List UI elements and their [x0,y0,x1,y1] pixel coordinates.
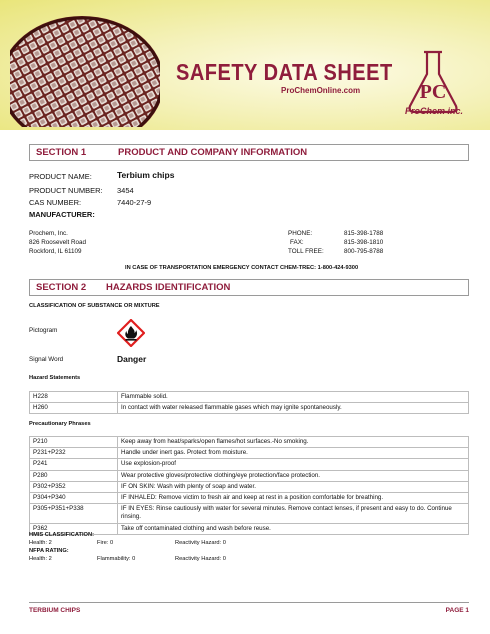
emergency-contact: IN CASE OF TRANSPORTATION EMERGENCY CONTACT CHEM-TREC: 1-800-424-9300 [125,265,359,271]
table-row [30,403,469,414]
hazard-text: Flammable solid. [118,392,469,403]
table-row [30,459,469,470]
precaution-text: Keep away from heat/sparks/open flames/hot surfaces.-No smoking. [118,437,469,448]
pictogram-label: Pictogram [29,327,58,334]
table-row [30,437,469,448]
fax-label: FAX: [290,239,304,246]
fax-value: 815-398-1810 [344,239,384,246]
tollfree-label: TOLL FREE: [288,248,324,255]
precaution-text: Use explosion-proof [118,459,469,470]
precaution-code: P231+P232 [30,448,118,459]
header-banner [0,0,490,130]
section1-title: PRODUCT AND COMPANY INFORMATION [118,147,308,158]
precaution-text: IF INHALED: Remove victim to fresh air and keep at rest in a position comfortable for breathing. [118,493,469,504]
hazard-text: In contact with water released flammable gases which may ignite spontaneously. [118,403,469,414]
phone-value: 815-398-1788 [344,230,384,237]
terbium-chips-image [10,12,160,127]
hmis-fire: Fire: 0 [97,540,114,546]
hazard-statements-table [29,391,469,414]
flame-pictogram-icon [117,319,145,347]
section2-title: HAZARDS IDENTIFICATION [106,282,231,293]
precaution-text: Handle under inert gas. Protect from moisture. [118,448,469,459]
website-url[interactable]: ProChemOnline.com [281,86,361,95]
precautionary-table [29,436,469,535]
product-name-label: PRODUCT NAME: [29,172,92,181]
table-row [30,481,469,492]
section2-header [29,279,469,296]
product-number-label: PRODUCT NUMBER: [29,186,103,195]
table-row [30,523,469,534]
nfpa-health: Health: 2 [29,556,52,562]
product-name-value: Terbium chips [117,170,175,180]
precaution-text: Take off contaminated clothing and wash before reuse. [118,523,469,534]
signal-word-label: Signal Word [29,356,64,363]
footer-page-number: PAGE 1 [445,607,469,614]
precaution-text: IF ON SKIN: Wash with plenty of soap and water. [118,481,469,492]
manufacturer-label: MANUFACTURER: [29,210,95,219]
precaution-text: Wear protective gloves/protective clothing/eye protection/face protection. [118,470,469,481]
hazard-statements-heading: Hazard Statements [29,375,81,381]
page-footer [29,602,469,615]
precaution-text: IF IN EYES: Rinse cautiously with water for several minutes. Remove contact lenses, if present and easy to do. Continue rinsing. [118,504,469,523]
nfpa-flammability: Flammability: 0 [97,556,136,562]
product-number-value: 3454 [117,186,134,195]
table-row [30,504,469,523]
logo-monogram: PC [419,81,447,103]
precautionary-heading: Precautionary Phrases [29,421,91,427]
nfpa-heading: NFPA RATING: [29,548,69,554]
hmis-reactivity: Reactivity Hazard: 0 [175,540,226,546]
precaution-code: P362 [30,523,118,534]
tollfree-value: 800-795-8788 [344,248,384,255]
cas-label: CAS NUMBER: [29,198,82,207]
section1-number: SECTION 1 [36,147,87,158]
hmis-heading: HMIS CLASSIFICATION: [29,532,94,538]
company-address1: 826 Roosevelt Road [29,239,87,246]
precaution-code: P304+P340 [30,493,118,504]
table-row [30,392,469,403]
precaution-code: P210 [30,437,118,448]
precaution-code: P280 [30,470,118,481]
company-address2: Rockford, IL 61109 [29,248,82,255]
precaution-code: P305+P351+P338 [30,504,118,523]
company-name: Prochem, Inc. [29,230,68,237]
classification-heading: CLASSIFICATION OF SUBSTANCE OR MIXTURE [29,303,160,309]
section2-number: SECTION 2 [36,282,87,293]
cas-value: 7440-27-9 [117,198,152,207]
table-row [30,470,469,481]
precaution-code: P302+P352 [30,481,118,492]
hazard-code: H228 [30,392,118,403]
signal-word-value: Danger [117,354,147,364]
logo-company-name: ProChem inc. [405,106,464,116]
phone-label: PHONE: [288,230,313,237]
table-row [30,493,469,504]
table-row [30,448,469,459]
section1-header [29,144,469,161]
sds-title: SAFETY DATA SHEET [176,60,393,86]
precaution-code: P241 [30,459,118,470]
footer-product: TERBIUM CHIPS [29,607,81,614]
hmis-health: Health: 2 [29,540,52,546]
nfpa-reactivity: Reactivity Hazard: 0 [175,556,226,562]
hazard-code: H260 [30,403,118,414]
